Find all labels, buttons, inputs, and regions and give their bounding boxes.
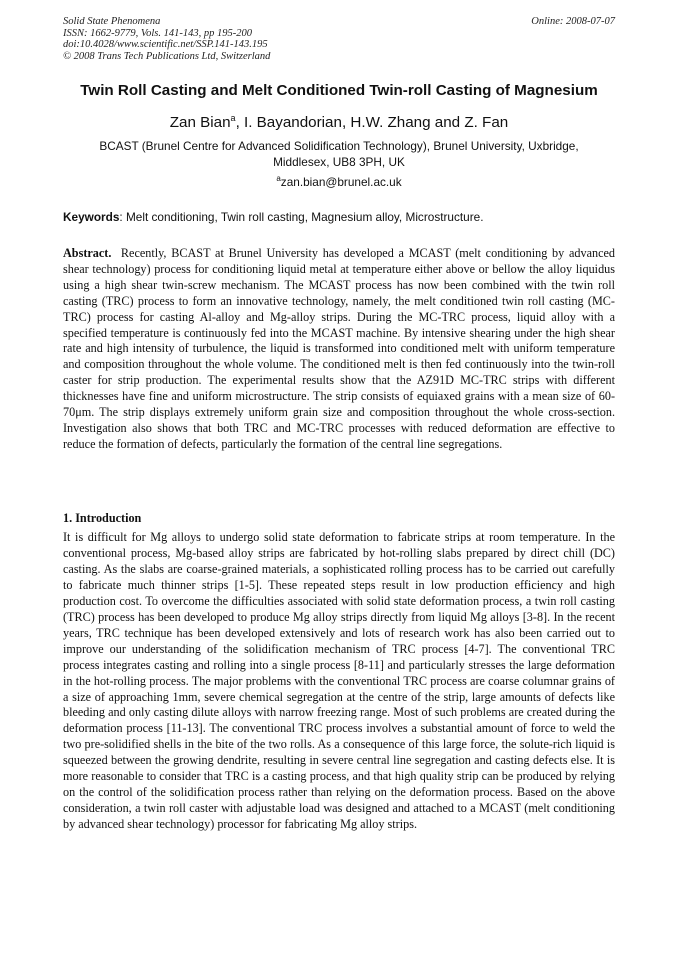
journal-name: Solid State Phenomena [63, 16, 161, 27]
keywords [63, 209, 615, 225]
issn-line: ISSN: 1662-9779, Vols. 141-143, pp 195-200 [63, 27, 252, 39]
abstract-label: Abstract. [63, 246, 112, 260]
introduction-text: It is difficult for Mg alloys to undergo solid state deformation to fabricate strips at room temperature. In the conventional process, Mg-based alloy strips are fabricated by hot-rolling slabs prepared by direct chill (DC) casting. As the slabs are coarse-grained materials, a sophisticated rolling process has to be carried out carefully to fabricate much thinner strips [1-5]. These repeated steps result in low production efficiency and high production cost. To overcome the difficulties associated with solid state deformation process, a twin roll casting (TRC) process has been developed to produce Mg alloy strips directly from liquid Mg alloys [3-8]. In the recent years, TRC technique has been developed extensively and lots of research work has also been carried out to improve our understanding of the solidification mechanism of TRC process [4-7]. The conventional TRC process integrates casting and rolling into a single process [8-11] and particularly stresses the large deformation in the hot-rolling process. The major problems with the conventional TRC process are coarse columnar grains of a size of approaching 1mm, severe chemical segregation at the centre of the strip, large amounts of defects like bleeding and only casting dilute alloys with narrow freezing range. Most of such problems are created during the deformation process [11-13]. The conventional TRC process involves a substantial amount of force to weld the two pre-solidified shells in the bite of the two rolls. As a consequence of this large force, the solute-rich liquid is squeezed between the growing dendrite, resulting in severe central line segregation and casting defects else. It is more reasonable to consider that TRC is a casting process, and that high quality strip can be produced by relying on the control of the solidification process rather than relying on the deformation process. Based on the above consideration, a twin roll caster with adjustable load was designed and attached to a MCAST (melt conditioning by advanced shear technology) processor for fabricating Mg alloy strips. [63, 530, 615, 832]
author-email [40, 174, 638, 190]
abstract-text: Recently, BCAST at Brunel University has developed a MCAST (melt conditioning by advanced shear technology) process for conditioning liquid metal at temperature either above or bellow the alloy liquidus using a high shear twin-screw mechanism. The MCAST process has now been combined with the twin roll casting (TRC) process to form an innovative technology, namely, the melt conditioned twin roll casting (MC-TRC) process for casting Al-alloy and Mg-alloy strips. During the MC-TRC process, liquid alloy with a specified temperature is continuously fed into the MCAST machine. By intensive shearing under the high shear rate and high intensity of turbulence, the liquid is transformed into conditioned melt with uniform temperature and composition throughout the whole volume. The conditioned melt is then fed continuously into the twin-roll caster for strip production. The experimental results show that the AZ91D MC-TRC strips with different thicknesses have fine and uniform microstructure. The strip consists of equiaxed grains with a mean size of 60-70μm. The strip displays extremely uniform grain size and composition throughout the whole cross-section. Investigation also shows that both TRC and MC-TRC processes with reduced deformation are effective to reduce the formation of defects, particularly the formation of the central line segregations. [63, 246, 615, 451]
journal-header [63, 16, 270, 62]
section-heading-introduction: 1. Introduction [63, 511, 142, 525]
online-date: Online: 2008-07-07 [531, 16, 615, 27]
abstract [63, 246, 615, 453]
keywords-label: Keywords [63, 210, 120, 224]
doi-line: doi:10.4028/www.scientific.net/SSP.141-143.195 [63, 39, 268, 50]
email-mark: a [276, 174, 281, 183]
copyright-line: © 2008 Trans Tech Publications Ltd, Switzerland [63, 50, 271, 62]
keywords-text: : Melt conditioning, Twin roll casting, Magnesium alloy, Microstructure. [119, 210, 484, 224]
other-authors: , I. Bayandorian, H.W. Zhang and Z. Fan [235, 114, 509, 131]
first-author: Zan Bian [169, 114, 231, 131]
author-list [40, 114, 638, 132]
affiliation: BCAST (Brunel Centre for Advanced Solidification Technology), Brunel University, Uxbridge, Middlesex, UB8 3PH, UK [99, 139, 579, 169]
paper-title: Twin Roll Casting and Melt Conditioned Twin-roll Casting of Magnesium [80, 82, 598, 99]
email-address: zan.bian@brunel.ac.uk [280, 175, 402, 189]
first-author-mark: a [230, 113, 236, 123]
